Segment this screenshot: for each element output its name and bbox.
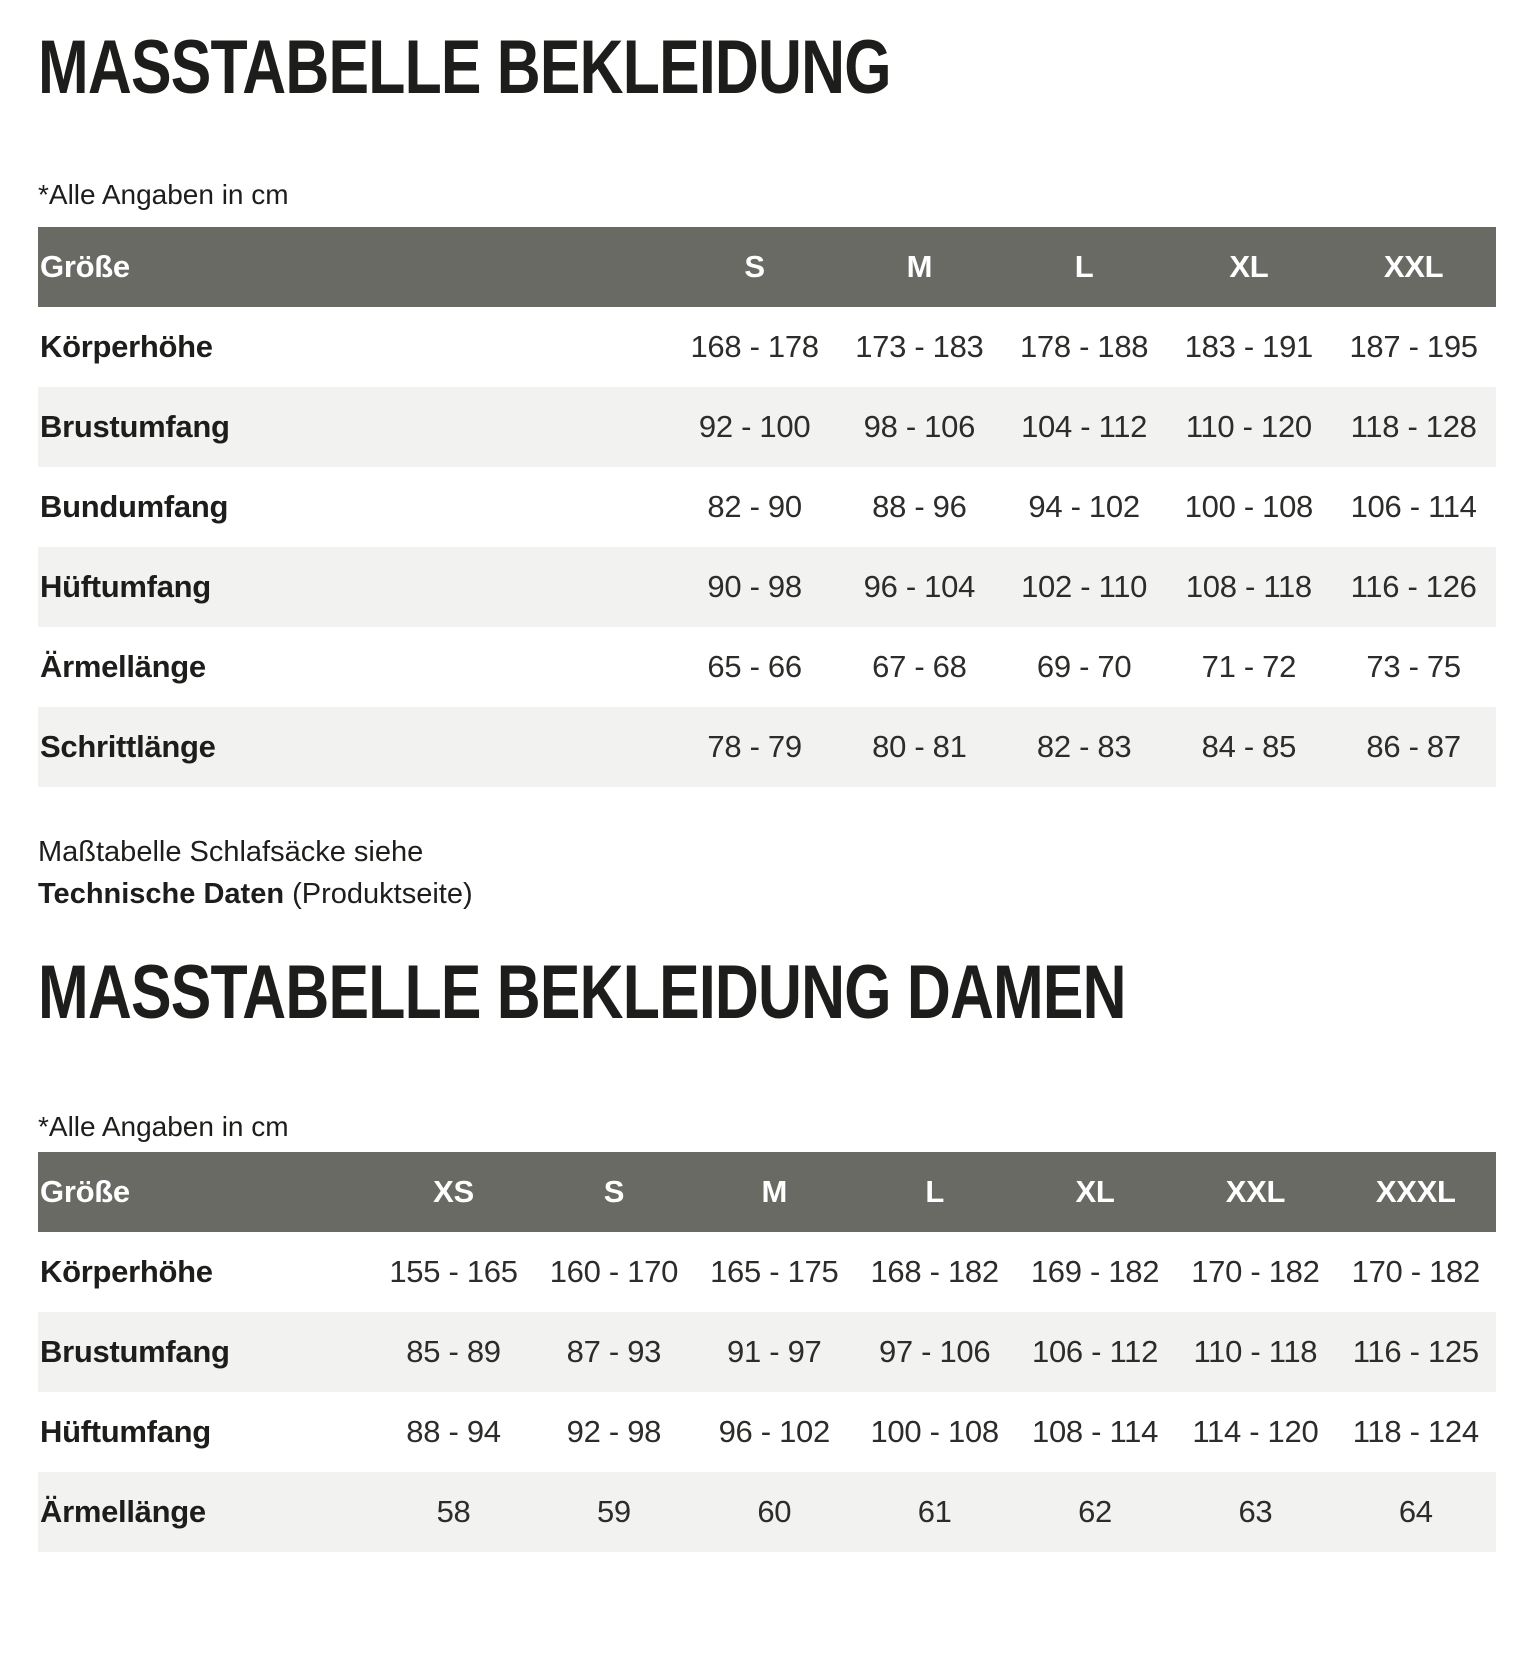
row-label: Körperhöhe bbox=[40, 1254, 213, 1289]
size-value-cell: 71 - 72 bbox=[1201, 649, 1297, 684]
column-header-size-xs: XS bbox=[433, 1174, 474, 1209]
table-row-koerperhoehe bbox=[38, 307, 1496, 387]
size-value-cell: 98 - 106 bbox=[863, 409, 976, 444]
column-header-size-l: L bbox=[1074, 249, 1094, 284]
size-value-cell: 92 - 100 bbox=[698, 409, 811, 444]
size-value-cell: 100 - 108 bbox=[870, 1414, 999, 1449]
size-value-cell: 183 - 191 bbox=[1184, 329, 1313, 364]
size-value-cell: 80 - 81 bbox=[872, 729, 967, 764]
table-row-aermellaenge bbox=[38, 1472, 1496, 1552]
size-value-cell: 114 - 120 bbox=[1192, 1414, 1319, 1449]
row-label: Hüftumfang bbox=[40, 569, 211, 604]
size-value-cell: 84 - 85 bbox=[1201, 729, 1297, 764]
size-value-cell: 94 - 102 bbox=[1028, 489, 1140, 524]
column-header-size-s: S bbox=[744, 249, 765, 284]
page-title-women bbox=[38, 950, 1398, 1035]
size-value-cell: 110 - 118 bbox=[1193, 1334, 1318, 1369]
units-note-women: *Alle Angaben in cm bbox=[38, 1111, 289, 1142]
size-table-men-header-row bbox=[38, 227, 1496, 307]
page-title-women-text: MASSTABELLE BEKLEIDUNG DAMEN bbox=[38, 950, 1126, 1035]
size-value-cell: 59 bbox=[596, 1494, 631, 1529]
size-table-men bbox=[38, 227, 1496, 787]
column-header-size-l: L bbox=[925, 1174, 944, 1209]
table-row-schrittlaenge bbox=[38, 707, 1496, 787]
units-note-men: *Alle Angaben in cm bbox=[38, 179, 289, 210]
size-value-cell: 173 - 183 bbox=[855, 329, 984, 364]
size-value-cell: 118 - 124 bbox=[1352, 1414, 1479, 1449]
table-row-brustumfang bbox=[38, 1312, 1496, 1392]
table-row-bundumfang bbox=[38, 467, 1496, 547]
row-label: Hüftumfang bbox=[40, 1414, 211, 1449]
size-value-cell: 108 - 114 bbox=[1032, 1414, 1159, 1449]
size-value-cell: 165 - 175 bbox=[710, 1254, 839, 1289]
size-value-cell: 168 - 178 bbox=[690, 329, 819, 364]
size-value-cell: 96 - 104 bbox=[863, 569, 976, 604]
size-value-cell: 106 - 114 bbox=[1350, 489, 1477, 524]
size-value-cell: 169 - 182 bbox=[1030, 1254, 1160, 1289]
size-value-cell: 88 - 96 bbox=[872, 489, 967, 524]
sleeping-bag-footnote bbox=[38, 831, 473, 915]
size-value-cell: 116 - 126 bbox=[1350, 569, 1477, 604]
size-value-cell: 58 bbox=[436, 1494, 471, 1529]
size-value-cell: 187 - 195 bbox=[1349, 329, 1478, 364]
size-value-cell: 86 - 87 bbox=[1366, 729, 1461, 764]
size-value-cell: 178 - 188 bbox=[1019, 329, 1149, 364]
column-header-size-xxl: XXL bbox=[1225, 1174, 1286, 1209]
size-value-cell: 116 - 125 bbox=[1352, 1334, 1479, 1369]
row-label: Bundumfang bbox=[40, 489, 229, 524]
size-value-cell: 106 - 112 bbox=[1032, 1334, 1159, 1369]
size-table-women-header-row bbox=[38, 1152, 1496, 1232]
size-table-women bbox=[38, 1152, 1496, 1552]
size-value-cell: 62 bbox=[1078, 1494, 1112, 1529]
size-value-cell: 67 - 68 bbox=[872, 649, 967, 684]
size-value-cell: 82 - 90 bbox=[707, 489, 802, 524]
column-header-size-s: S bbox=[603, 1174, 625, 1209]
size-value-cell: 118 - 128 bbox=[1350, 409, 1477, 444]
size-value-cell: 91 - 97 bbox=[727, 1334, 822, 1369]
size-value-cell: 69 - 70 bbox=[1036, 649, 1132, 684]
row-label: Schrittlänge bbox=[40, 729, 216, 764]
column-header-size-xxl: XXL bbox=[1383, 249, 1444, 284]
size-value-cell: 60 bbox=[757, 1494, 792, 1529]
size-value-cell: 160 - 170 bbox=[549, 1254, 679, 1289]
size-value-cell: 73 - 75 bbox=[1366, 649, 1461, 684]
row-label: Körperhöhe bbox=[40, 329, 213, 364]
footnote-produktseite: (Produktseite) bbox=[284, 878, 473, 910]
size-value-cell: 87 - 93 bbox=[566, 1334, 662, 1369]
size-value-cell: 92 - 98 bbox=[566, 1414, 662, 1449]
size-value-cell: 168 - 182 bbox=[870, 1254, 999, 1289]
size-value-cell: 110 - 120 bbox=[1185, 409, 1312, 444]
column-header-size-label: Größe bbox=[40, 1174, 130, 1209]
size-value-cell: 61 bbox=[917, 1494, 952, 1529]
size-value-cell: 90 - 98 bbox=[707, 569, 802, 604]
size-value-cell: 155 - 165 bbox=[389, 1254, 518, 1289]
size-value-cell: 102 - 110 bbox=[1021, 569, 1148, 604]
size-value-cell: 170 - 182 bbox=[1351, 1254, 1480, 1289]
size-value-cell: 97 - 106 bbox=[878, 1334, 991, 1369]
table-row-hueftumfang bbox=[38, 547, 1496, 627]
size-value-cell: 88 - 94 bbox=[406, 1414, 501, 1449]
size-value-cell: 65 - 66 bbox=[707, 649, 802, 684]
column-header-size-xl: XL bbox=[1075, 1174, 1115, 1209]
page-title-men bbox=[38, 25, 1104, 110]
size-value-cell: 100 - 108 bbox=[1184, 489, 1313, 524]
row-label: Brustumfang bbox=[40, 409, 230, 444]
column-header-size-xl: XL bbox=[1229, 249, 1269, 284]
column-header-size-m: M bbox=[906, 249, 933, 284]
row-label: Ärmellänge bbox=[40, 649, 206, 684]
size-value-cell: 82 - 83 bbox=[1036, 729, 1132, 764]
size-value-cell: 96 - 102 bbox=[718, 1414, 830, 1449]
page-title-men-text: MASSTABELLE BEKLEIDUNG bbox=[38, 25, 891, 110]
table-row-brustumfang bbox=[38, 387, 1496, 467]
footnote-line1: Maßtabelle Schlafsäcke siehe bbox=[38, 836, 424, 868]
size-value-cell: 64 bbox=[1398, 1494, 1433, 1529]
column-header-size-xxxl: XXXL bbox=[1375, 1174, 1456, 1209]
size-value-cell: 170 - 182 bbox=[1191, 1254, 1320, 1289]
size-value-cell: 63 bbox=[1238, 1494, 1273, 1529]
column-header-size-label: Größe bbox=[40, 249, 130, 284]
column-header-size-m: M bbox=[761, 1174, 788, 1209]
row-label: Brustumfang bbox=[40, 1334, 230, 1369]
size-value-cell: 104 - 112 bbox=[1021, 409, 1148, 444]
size-value-cell: 85 - 89 bbox=[406, 1334, 501, 1369]
table-row-hueftumfang bbox=[38, 1392, 1496, 1472]
footnote-technische-daten: Technische Daten bbox=[38, 878, 285, 910]
size-value-cell: 78 - 79 bbox=[707, 729, 802, 764]
table-row-aermellaenge bbox=[38, 627, 1496, 707]
row-label: Ärmellänge bbox=[40, 1494, 206, 1529]
table-row-koerperhoehe bbox=[38, 1232, 1496, 1312]
size-value-cell: 108 - 118 bbox=[1185, 569, 1312, 604]
